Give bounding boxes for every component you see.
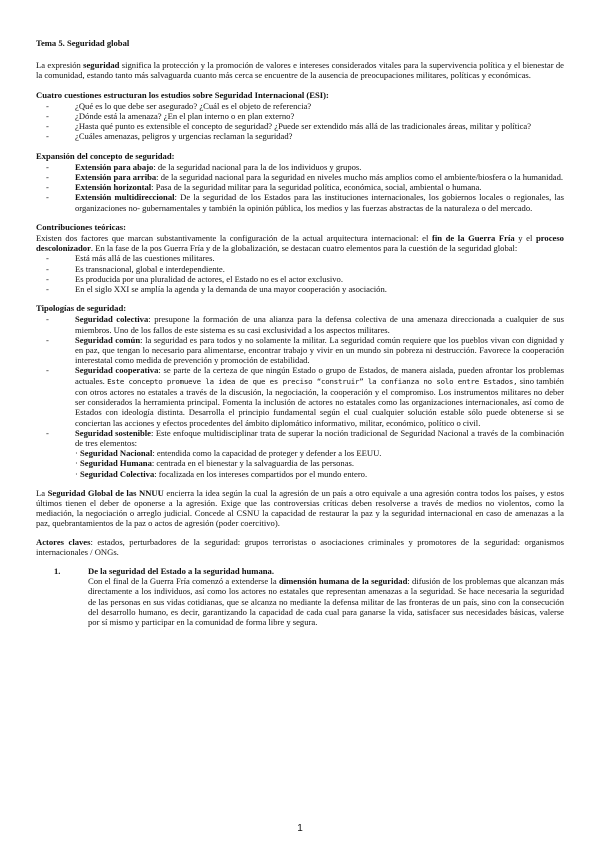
page-number: 1 — [297, 823, 303, 834]
esi-list — [36, 101, 564, 142]
list-item — [36, 162, 564, 172]
sub-term: Seguridad Humana — [80, 458, 152, 469]
section-bold: dimensión humana de la seguridad — [278, 576, 408, 587]
intro-bold-term: seguridad — [83, 60, 120, 71]
section-title: De la seguridad del Estado a la seguridad humana. — [88, 565, 274, 576]
handwritten-text: Este concepto promueve la idea de que es preciso “construir” la confianza no solo entre Estados, — [107, 376, 518, 386]
list-item: - ¿Cuáles amenazas, peligros y urgencias reclaman la seguridad? — [36, 131, 564, 141]
sub-text: : focalizada en los intereses compartidos por el mundo entero. — [154, 468, 368, 479]
contrib-list — [36, 253, 564, 294]
item-text: : Pasa de la seguridad militar para la seguridad política, económica, social, ambiental o humana. — [151, 182, 482, 193]
sub-text: : centrada en el bienestar y la salvaguardia de las personas. — [151, 458, 354, 469]
item-term: Extensión multidireccional — [75, 192, 175, 203]
item-term: Extensión horizontal — [75, 182, 152, 193]
item-term: Seguridad sostenible — [75, 427, 151, 438]
expansion-section — [36, 151, 564, 213]
item-text: : de la seguridad nacional para la de los individuos y grupos. — [153, 161, 362, 172]
sub-item — [75, 448, 564, 458]
sub-item — [75, 458, 564, 468]
item-text: : de la seguridad nacional para la seguridad en niveles mucho más amplios como el ambiente/biosfera o la humanidad. — [156, 172, 564, 183]
list-item: - Es transnacional, global e interdependiente. — [36, 264, 564, 274]
item-term: Seguridad común — [75, 334, 141, 345]
nnuu-text: La — [36, 487, 48, 498]
document-title: Tema 5. Seguridad global — [36, 38, 130, 48]
section-text: : difusión de los problemas que alcanzan más directamente a los individuos, así como los actores no estatales que representan amenazas a la seguridad. Se hace necesaria la seguridad de las personas en sus vidas cotidianas, que se alcanza no mediante la defensa militar de las fronteras de un país, sino con la consecución del desarrollo humano, es decir, garantizando la capacidad de cada cual para ganarse la vida, satisfacer sus necesidades básicas, valerse por sí mismo y participar en la comunidad de forma libre y segura. — [88, 576, 564, 627]
item-term: Seguridad cooperativa — [75, 365, 159, 376]
expansion-heading: Expansión del concepto de seguridad: — [36, 150, 175, 161]
item-text: : se parte de la certeza de que ningún Estado o grupo de Estados, de manera aislada, pueden afrontar los problemas actuales. — [75, 365, 565, 386]
item-text: : De la seguridad de los Estados para las instituciones internacionales, los gobiernos locales o regionales, las organizaciones no- gubernamentales y también la opinión pública, los medios y las fuerzas abstractas de la naturaleza o del mercado. — [75, 192, 565, 213]
sub-term: Seguridad Colectiva — [80, 468, 155, 479]
item-term: Extensión para abajo — [75, 161, 154, 172]
list-item: - ¿Hasta qué punto es extensible el concepto de seguridad? ¿Puede ser extendido más allá de las tradicionales áreas, militar y política? — [36, 121, 564, 131]
actores-bold: Actores claves — [36, 536, 91, 547]
sostenible-elements — [36, 448, 564, 479]
list-item — [36, 182, 564, 192]
bullet-dot: · — [75, 468, 81, 479]
section-1 — [36, 566, 564, 627]
item-text: : la seguridad es para todos y no solamente la militar. La seguridad común requiere que los pueblos vivan con dignidad y en paz, que tengan lo necesario para alimentarse, encontrar trabajo y vivir en un mundo sin pobreza ni destrucción. Favorece la cooperación interestatal como medida de prevención y promoción de estabilidad. — [75, 334, 564, 366]
sub-item — [75, 469, 564, 479]
contrib-bold: proceso descolonizador — [36, 233, 564, 254]
list-item: - En el siglo XXI se amplía la agenda y la demanda de una mayor cooperación y asociación. — [36, 284, 564, 294]
contrib-text: Existen dos factores que marcan substantivamente la configuración de la actual arquitectura internacional: el — [36, 233, 432, 244]
contrib-bold: fin de la Guerra Fría — [431, 233, 515, 244]
contrib-paragraph — [36, 233, 564, 253]
contrib-text: . En la fase de la pos Guerra Fría y de la globalización, se destacan cuatro elementos para la cuestión de la seguridad global: — [90, 243, 518, 254]
list-item: - Está más allá de las cuestiones militares. — [36, 253, 564, 263]
bullet-dot: · — [75, 458, 81, 469]
nnuu-text: encierra la idea según la cual la agresión de un país a otro equivale a una agresión contra todos los países, y estos últimos tienen el deber de oponerse a la agresión. Exige que las controversias críticas deben resolverse a través de medios no violentos, como la mediación, la negociación o arreglo judicial. Concede al CSNU la capacidad de restaurar la paz y la seguridad internacional en caso de amenazas a la paz, quebrantamientos de la paz o actos de agresión (poder coercitivo). — [36, 487, 564, 529]
item-text: sino también con otros actores no estatales a través de la discusión, la negociación, la cooperación y el compromiso. Los instrumentos militares no deber ser considerados la herramienta principal. Fomenta la inclusión de actores no estatales como las organizaciones internacionales, así como de Estados con ideología distinta. Desarrolla el principio fundamental según el cual cualquier solución estable sólo puede obtenerse si se conciertan las acciones y efectos procedentes del ámbito diplomático informativo, militar, económico, político o civil. — [75, 375, 564, 428]
list-item: - ¿Dónde está la amenaza? ¿En el plan interno o en plan externo? — [36, 111, 564, 121]
intro-text-a: La expresión — [36, 60, 84, 71]
item-text: : Este enfoque multidisciplinar trata de superar la noción tradicional de Seguridad Nacional a través de la combinación de tres elementos: — [75, 427, 564, 448]
contrib-heading: Contribuciones teóricas: — [36, 221, 126, 232]
tipologias-heading: Tipologías de seguridad: — [36, 303, 127, 314]
item-term: Seguridad colectiva — [75, 314, 149, 325]
intro-paragraph — [36, 60, 564, 80]
list-item — [36, 335, 564, 366]
tipologias-list — [36, 314, 564, 448]
intro-text-c: significa la protección y la promoción de valores e intereses considerados vitales para la supervivencia política y el bienestar de la comunidad, estando tanto más salvaguarda cuanto más cerca se encuentre de la ausencia de preocupaciones militares, políticas y económicas. — [36, 60, 564, 81]
sub-term: Seguridad Nacional — [80, 448, 153, 459]
list-item — [36, 365, 564, 427]
section-1-body — [36, 576, 564, 627]
esi-heading: Cuatro cuestiones estructuran los estudios sobre Seguridad Internacional (ESI): — [36, 89, 329, 100]
contrib-text: y el — [514, 233, 536, 244]
item-term: Extensión para arriba — [75, 172, 157, 183]
nnuu-paragraph — [36, 488, 564, 529]
item-text: : presupone la formación de una alianza para la defensa colectiva de una amenaza direccionada a cualquier de sus miembros. Uno de los fallos de este sistema es su casi exclusividad a los aspectos militares. — [75, 314, 564, 335]
list-item — [36, 428, 564, 448]
list-item: - Es producida por una pluralidad de actores, el Estado no es el actor exclusivo. — [36, 274, 564, 284]
list-item — [36, 172, 564, 182]
section-1-heading — [36, 566, 564, 576]
tipologias-section — [36, 303, 564, 478]
actores-text: : estados, perturbadores de la seguridad: grupos terroristas o asociaciones criminales y promotores de la seguridad: organismos internacionales / ONGs. — [36, 536, 565, 557]
document-page — [36, 38, 564, 627]
contrib-section — [36, 222, 564, 294]
list-item — [36, 192, 564, 212]
section-number: 1. — [54, 565, 61, 576]
sub-text: : entendida como la capacidad de proteger y defender a los EEUU. — [152, 448, 382, 459]
expansion-list — [36, 162, 564, 213]
esi-section — [36, 90, 564, 142]
list-item — [36, 314, 564, 334]
list-item: - ¿Qué es lo que debe ser asegurado? ¿Cuál es el objeto de referencia? — [36, 101, 564, 111]
nnuu-bold: Seguridad Global de las NNUU — [47, 487, 164, 498]
bullet-dot: · — [75, 448, 81, 459]
section-text: Con el final de la Guerra Fría comenzó a extenderse la — [88, 576, 279, 587]
actores-paragraph — [36, 537, 564, 557]
